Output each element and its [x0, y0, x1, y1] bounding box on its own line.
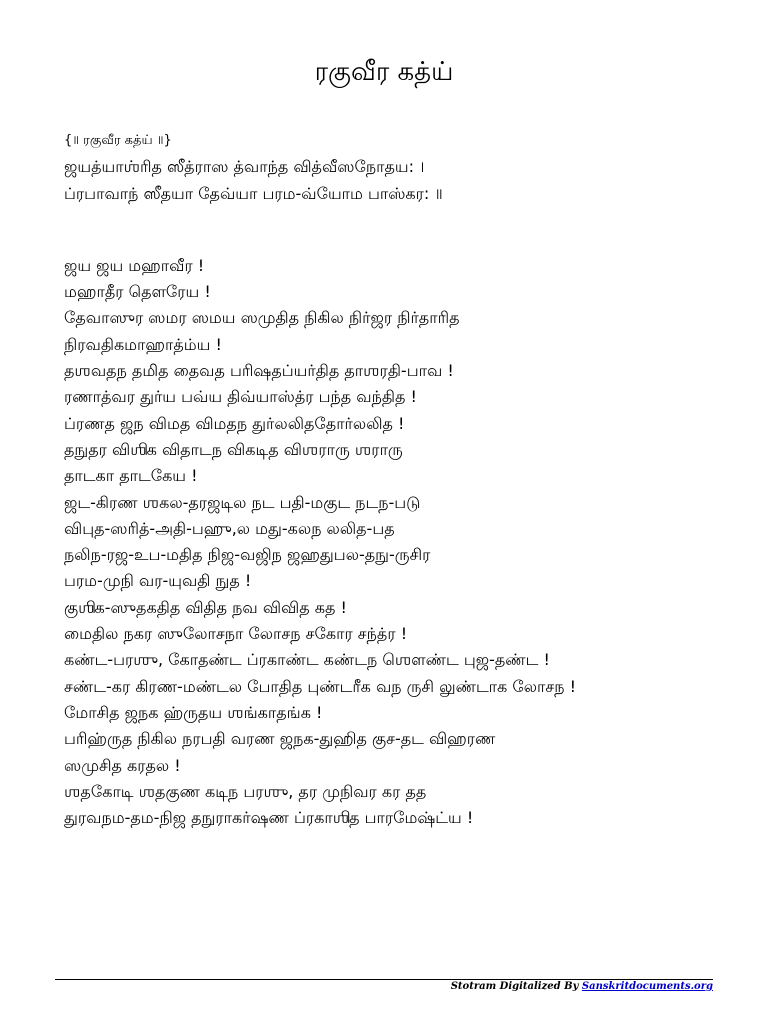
footer-credit-text: Stotram Digitalized By	[450, 981, 582, 992]
verse-line: ஶதகோடி ஶதகுண கடிந பரஶு, தர முநிவர கர தத	[64, 781, 427, 801]
verse-line: மைதில நகர ஸுலோசநா லோசந சகோர சந்த்ர !	[64, 624, 408, 644]
verse-line: கண்ட-பரஶு, கோதண்ட ப்ரகாண்ட கண்டந ஶௌண்ட புஜ-தண்ட !	[64, 650, 550, 670]
verse-line: ப்ரணத ஜந விமத விமதந துர்லலிததோர்லலித !	[64, 413, 405, 433]
stanza-gap	[64, 207, 744, 253]
document-title: ரகுவீர கத்ய்	[314, 57, 454, 87]
document-body	[64, 128, 744, 831]
verse-line: துரவநம-தம-நிஜ தநுராகர்ஷண ப்ரகாஶித பாரமேஷ்ட்ய !	[64, 808, 474, 828]
verse-line: சண்ட-கர கிரண-மண்டல போதித புண்டரீக வந ருசி லுண்டாக லோசந !	[64, 676, 576, 696]
verse-line: தேவாஸுர ஸமர ஸமய ஸமுதித நிகில நிர்ஜர நிர்தாரித	[64, 308, 460, 328]
verse-line: தஶவதந தமித தைவத பரிஷதப்யர்தித தாஶரதி-பாவ !	[64, 361, 454, 381]
verse-line: குஶிக-ஸுதகதித விதித நவ விவித கத !	[64, 597, 347, 617]
verse-line: நிரவதிகமாஹாத்ம்ய !	[64, 334, 222, 354]
verse-line: நலிந-ரஜ-உப-மதித நிஜ-வஜிந ஜஹதுபல-தநு-ருசிர	[64, 545, 431, 565]
header-line: ஜயத்யாஶ்ரித ஸீத்ராஸ த்வாந்த வித்வீஸநோதய꞉ ।	[64, 157, 425, 177]
verse-line: பரிஹ்ருத நிகில நரபதி வரண ஜநக-துஹித குச-தட விஹரண	[64, 729, 496, 749]
header-line-heading: {॥ ரகுவீர கத்ய் ॥}	[64, 133, 172, 148]
footer-credit	[451, 980, 713, 994]
verse-line: பரம-முநி வர-யுவதி நுத !	[64, 571, 252, 591]
verse-line: ஸமுசித கரதல !	[64, 755, 181, 775]
verse-line: ஜய ஜய மஹாவீர !	[64, 255, 205, 275]
verse-line: தநுதர விஶிக விதாடந விகடித விஶராரு ஶராரு	[64, 439, 403, 459]
verse-line: மோசித ஜநக ஹ்ருதய ஶங்காதங்க !	[64, 702, 323, 722]
verse-line: மஹாதீர தௌரேய !	[64, 282, 211, 302]
footer-source-link[interactable]: Sanskritdocuments.org	[581, 981, 713, 992]
verse-line: விபுத-ஸரித்-அதி-பஹு,ல மது-கலந லலித-பத	[64, 518, 395, 538]
header-line: ப்ரபாவாந் ஸீதயா தேவ்யா பரம-வ்யோம பாஸ்கர꞉ ॥	[64, 183, 443, 203]
verse-line: ரணாத்வர துர்ய பவ்ய திவ்யாஸ்த்ர பந்த வந்தித !	[64, 387, 417, 407]
verse-line: ஜட-கிரண ஶகல-தரஜடில நட பதி-மகுட நடந-படு	[64, 492, 421, 512]
verse-line: தாடகா தாடகேய !	[64, 466, 198, 486]
